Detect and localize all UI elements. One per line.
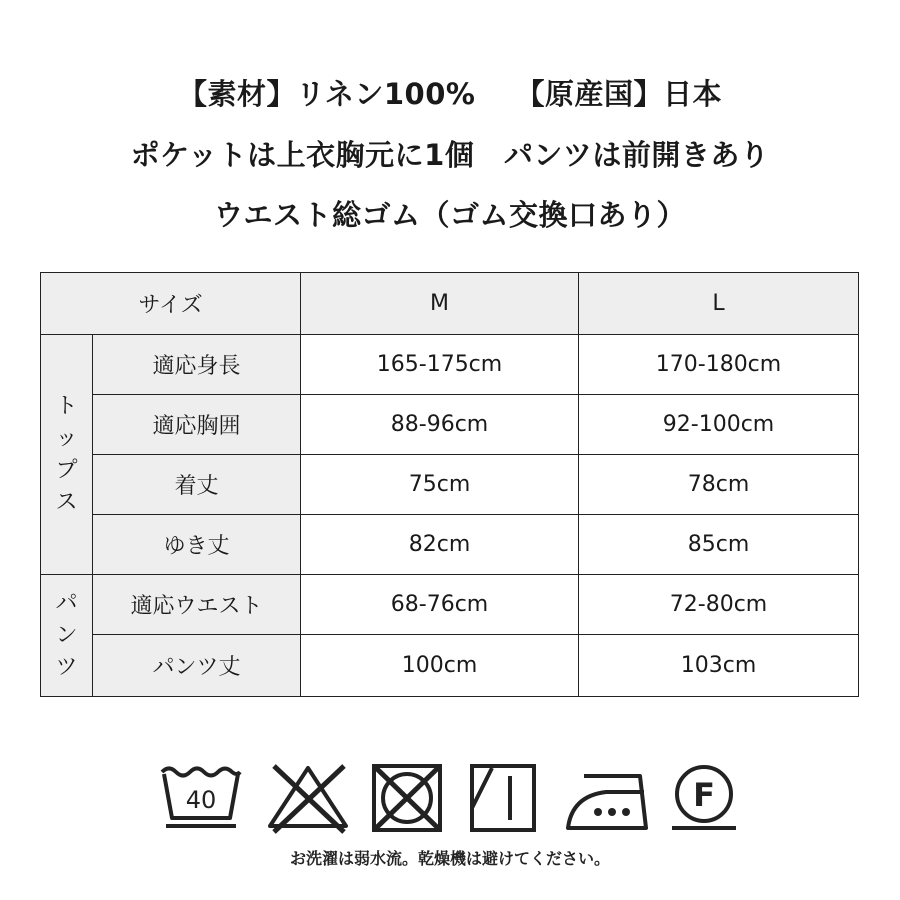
table-row — [41, 635, 859, 697]
care-symbols — [160, 762, 740, 834]
value-l: 92-100cm — [579, 395, 859, 455]
row-label: 着丈 — [93, 455, 301, 515]
group-tops — [41, 335, 93, 575]
group-char: ツ — [55, 654, 78, 680]
value-m: 68-76cm — [301, 575, 579, 635]
value-m: 88-96cm — [301, 395, 579, 455]
value-l: 103cm — [579, 635, 859, 697]
group-char: ン — [55, 622, 78, 648]
size-label-cell: サイズ — [41, 273, 301, 335]
row-label: 適応身長 — [93, 335, 301, 395]
value-m: 100cm — [301, 635, 579, 697]
value-m: 82cm — [301, 515, 579, 575]
wash-temp: 40 — [185, 786, 217, 814]
table-row — [41, 575, 859, 635]
table-row — [41, 455, 859, 515]
size-m-header: M — [301, 273, 579, 335]
table-row — [41, 395, 859, 455]
material-origin-line: 【素材】リネン100% 【原産国】日本 — [177, 77, 723, 111]
dry-clean-f-icon — [668, 762, 740, 834]
row-label: パンツ丈 — [93, 635, 301, 697]
group-char: プ — [55, 457, 78, 483]
value-l: 78cm — [579, 455, 859, 515]
value-l: 85cm — [579, 515, 859, 575]
no-bleach-icon — [264, 762, 352, 834]
no-tumble-dry-icon — [368, 762, 446, 834]
value-l: 170-180cm — [579, 335, 859, 395]
group-char: パ — [55, 590, 78, 616]
group-char: ト — [55, 393, 78, 419]
row-label: 適応胸囲 — [93, 395, 301, 455]
group-char: ッ — [55, 425, 78, 451]
size-chart-table — [40, 272, 859, 697]
group-pants — [41, 575, 93, 697]
value-m: 75cm — [301, 455, 579, 515]
size-l-header: L — [579, 273, 859, 335]
table-row — [41, 515, 859, 575]
dry-clean-letter: F — [693, 776, 715, 814]
row-label: ゆき丈 — [93, 515, 301, 575]
waist-info-line: ウエスト総ゴム（ゴム交換口あり） — [213, 198, 686, 232]
line-dry-shade-icon — [466, 762, 540, 834]
wash-40-gentle-icon — [160, 762, 242, 834]
iron-medium-icon — [564, 762, 658, 834]
value-l: 72-80cm — [579, 575, 859, 635]
size-header-row — [41, 273, 859, 335]
group-char: ス — [55, 489, 78, 515]
row-label: 適応ウエスト — [93, 575, 301, 635]
care-note: お洗濯は弱水流。乾燥機は避けてください。 — [289, 849, 610, 868]
pocket-info-line: ポケットは上衣胸元に1個 パンツは前開きあり — [130, 138, 770, 172]
table-row — [41, 335, 859, 395]
value-m: 165-175cm — [301, 335, 579, 395]
